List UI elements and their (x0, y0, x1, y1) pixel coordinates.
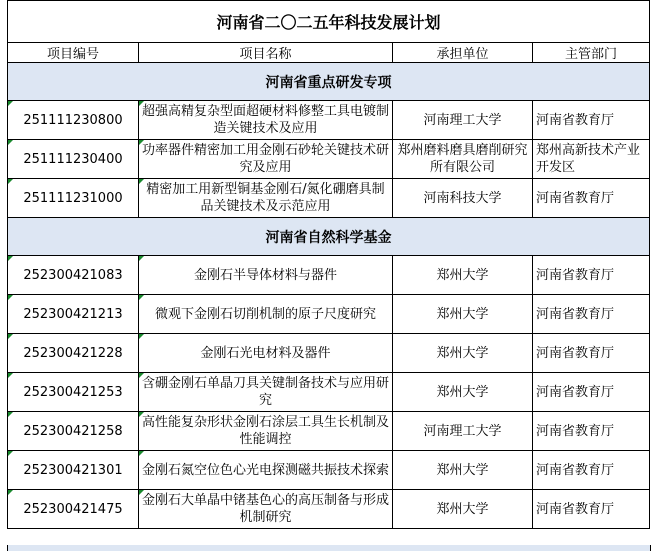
cell-unit-text: 郑州大学 (436, 384, 489, 400)
cell-project-code-text: 251111230800 (23, 112, 123, 128)
cell-dept-text: 河南省教育厅 (536, 462, 615, 478)
cell-project-name-text: 微观下金刚石切削机制的原子尺度研究 (154, 306, 376, 322)
cell-project-code[interactable] (8, 179, 139, 218)
cell-comment-marker-icon (139, 295, 144, 300)
cell-dept[interactable] (533, 179, 650, 218)
table-row (8, 451, 650, 490)
cell-project-name-text: 金刚石光电材料及器件 (200, 345, 331, 361)
cell-dept[interactable] (533, 101, 650, 140)
cell-project-code-text: 252300421301 (23, 462, 123, 478)
cell-project-name[interactable] (139, 140, 393, 179)
header-code: 项目编号 (8, 43, 139, 63)
cell-project-code-text: 251111230400 (23, 151, 123, 167)
cell-dept-text: 郑州高新技术产业开发区 (536, 143, 641, 175)
cell-project-name-text: 金刚石半导体材料与器件 (193, 267, 337, 283)
table-row (8, 490, 650, 529)
cell-comment-marker-icon (139, 256, 144, 261)
cell-unit[interactable] (393, 451, 533, 490)
cell-unit-text: 河南理工大学 (423, 112, 502, 128)
table-title: 河南省二〇二五年科技发展计划 (8, 1, 650, 43)
cell-comment-marker-icon (139, 101, 144, 106)
cell-project-code[interactable] (8, 140, 139, 179)
cell-project-name[interactable] (139, 334, 393, 373)
table-row (8, 295, 650, 334)
cell-project-name[interactable] (139, 451, 393, 490)
cell-dept-text: 河南省教育厅 (536, 267, 615, 283)
cell-project-code-text: 252300421083 (23, 267, 123, 283)
cell-dept-text: 河南省教育厅 (536, 345, 615, 361)
cell-dept[interactable] (533, 490, 650, 529)
cell-project-name-text: 功率器件精密加工用金刚石砂轮关键技术研究及应用 (141, 143, 389, 175)
cell-project-code-text: 252300421475 (23, 501, 123, 517)
cell-project-name-text: 超强高精复杂型面超硬材料修整工具电镀制造关键技术及应用 (141, 104, 389, 136)
cell-project-code[interactable] (8, 256, 139, 295)
cell-comment-marker-icon (8, 373, 13, 378)
cell-unit[interactable] (393, 295, 533, 334)
cell-project-code-text: 252300421228 (23, 345, 123, 361)
cell-project-code[interactable] (8, 373, 139, 412)
cell-dept-text: 河南省教育厅 (536, 384, 615, 400)
cell-project-name[interactable] (139, 101, 393, 140)
cell-project-code[interactable] (8, 334, 139, 373)
cell-comment-marker-icon (8, 101, 13, 106)
cell-project-name[interactable] (139, 295, 393, 334)
cell-dept-text: 河南省教育厅 (536, 190, 615, 206)
cell-comment-marker-icon (139, 334, 144, 339)
table-row (8, 101, 650, 140)
cell-unit-text: 郑州大学 (436, 462, 489, 478)
cell-unit-text: 郑州大学 (436, 345, 489, 361)
table-row (8, 179, 650, 218)
cell-project-code-text: 251111231000 (23, 190, 123, 206)
section-title: 河南省重点研发专项 (8, 63, 650, 101)
cell-comment-marker-icon (8, 451, 13, 456)
cell-comment-marker-icon (8, 412, 13, 417)
cell-project-name-text: 高性能复杂形状金刚石涂层工具生长机制及性能调控 (141, 415, 389, 447)
cell-project-name-text: 金刚石氮空位色心光电探测磁共振技术探索 (141, 462, 389, 478)
cell-comment-marker-icon (8, 140, 13, 145)
project-table (7, 0, 650, 529)
cell-project-name[interactable] (139, 256, 393, 295)
cell-dept[interactable] (533, 451, 650, 490)
cell-dept[interactable] (533, 334, 650, 373)
cell-dept[interactable] (533, 140, 650, 179)
cell-unit-text: 河南理工大学 (423, 423, 502, 439)
table-row (8, 140, 650, 179)
cell-unit[interactable] (393, 373, 533, 412)
cell-comment-marker-icon (139, 140, 144, 145)
table-row (8, 412, 650, 451)
cell-project-name[interactable] (139, 412, 393, 451)
cell-project-name[interactable] (139, 373, 393, 412)
cell-comment-marker-icon (8, 256, 13, 261)
cell-project-code[interactable] (8, 490, 139, 529)
header-dept: 主管部门 (533, 43, 650, 63)
cell-project-name-text: 金刚石大单晶中锗基色心的高压制备与形成机制研究 (141, 493, 389, 525)
cell-comment-marker-icon (8, 490, 13, 495)
cell-project-name-text: 含硼金刚石单晶刀具关键制备技术与应用研究 (141, 376, 389, 408)
cell-unit-text: 郑州大学 (436, 267, 489, 283)
cell-dept-text: 河南省教育厅 (536, 501, 615, 517)
cell-project-code-text: 252300421253 (23, 384, 123, 400)
header-unit: 承担单位 (393, 43, 533, 63)
cell-project-name[interactable] (139, 179, 393, 218)
cell-unit[interactable] (393, 101, 533, 140)
cell-project-code[interactable] (8, 101, 139, 140)
cell-unit[interactable] (393, 334, 533, 373)
cell-unit-text: 郑州磨料磨具磨削研究所有限公司 (397, 143, 528, 175)
cell-unit-text: 河南科技大学 (423, 190, 502, 206)
header-name: 项目名称 (139, 43, 393, 63)
cell-dept-text: 河南省教育厅 (536, 112, 615, 128)
cell-unit[interactable] (393, 140, 533, 179)
cell-comment-marker-icon (139, 179, 144, 184)
cell-project-code[interactable] (8, 412, 139, 451)
cell-comment-marker-icon (139, 412, 144, 417)
cell-comment-marker-icon (139, 451, 144, 456)
cell-dept-text: 河南省教育厅 (536, 423, 615, 439)
next-section-strip (7, 545, 651, 551)
cell-unit-text: 郑州大学 (436, 306, 489, 322)
cell-dept[interactable] (533, 412, 650, 451)
cell-project-name-text: 精密加工用新型铜基金刚石/氮化硼磨具制品关键技术及示范应用 (146, 182, 385, 214)
cell-dept[interactable] (533, 295, 650, 334)
cell-unit[interactable] (393, 179, 533, 218)
cell-unit[interactable] (393, 256, 533, 295)
cell-dept-text: 河南省教育厅 (536, 306, 615, 322)
cell-project-code-text: 252300421213 (23, 306, 123, 322)
section-title: 河南省自然科学基金 (8, 218, 650, 256)
table-row (8, 373, 650, 412)
cell-comment-marker-icon (139, 373, 144, 378)
cell-project-code[interactable] (8, 451, 139, 490)
cell-dept[interactable] (533, 256, 650, 295)
cell-comment-marker-icon (139, 490, 144, 495)
cell-project-code-text: 252300421258 (23, 423, 123, 439)
cell-unit[interactable] (393, 412, 533, 451)
cell-unit[interactable] (393, 490, 533, 529)
cell-comment-marker-icon (8, 179, 13, 184)
cell-unit-text: 郑州大学 (436, 501, 489, 517)
cell-project-code[interactable] (8, 295, 139, 334)
cell-comment-marker-icon (8, 295, 13, 300)
cell-project-name[interactable] (139, 490, 393, 529)
cell-dept[interactable] (533, 373, 650, 412)
cell-comment-marker-icon (8, 334, 13, 339)
table-row (8, 256, 650, 295)
table-row (8, 334, 650, 373)
